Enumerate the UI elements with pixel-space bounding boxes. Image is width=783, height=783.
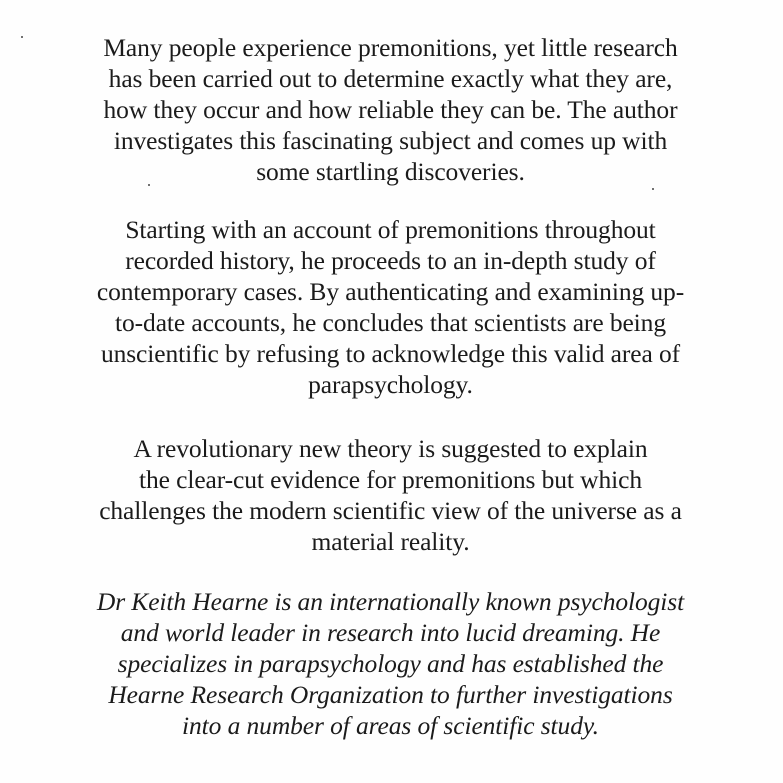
text-line: A revolutionary new theory is suggested to explain — [133, 434, 648, 463]
text-line: parapsychology. — [308, 370, 473, 399]
scan-speck — [148, 184, 150, 186]
paragraph-new-theory — [8, 433, 773, 557]
text-line: contemporary cases. By authenticating and examining up- — [96, 277, 685, 306]
scan-speck — [652, 188, 654, 190]
text-line: the clear-cut evidence for premonitions but which — [139, 465, 642, 494]
text-line: Starting with an account of premonitions throughout — [125, 215, 656, 244]
text-line: Dr Keith Hearne is an internationally known psychologist — [96, 587, 685, 616]
text-line: material reality. — [311, 527, 470, 556]
text-line: recorded history, he proceeds to an in-depth study of — [125, 246, 656, 275]
text-line: Hearne Research Organization to further investigations — [108, 680, 673, 709]
text-line: challenges the modern scientific view of the universe as a — [99, 496, 682, 525]
paragraph-premonitions-intro — [8, 32, 773, 187]
scan-speck — [21, 36, 23, 38]
text-line: unscientific by refusing to acknowledge this valid area of — [100, 339, 681, 368]
text-line: into a number of areas of scientific study. — [182, 711, 599, 740]
text-line: and world leader in research into lucid dreaming. He — [120, 618, 661, 647]
paragraph-history-study — [8, 214, 773, 400]
text-line: has been carried out to determine exactly what they are, — [108, 64, 673, 93]
author-bio — [8, 586, 773, 741]
text-line: some startling discoveries. — [256, 157, 525, 186]
text-line: how they occur and how reliable they can be. The author — [103, 95, 678, 124]
text-line: Many people experience premonitions, yet little research — [103, 33, 678, 62]
text-line: specializes in parapsychology and has established the — [117, 649, 664, 678]
text-line: to-date accounts, he concludes that scientists are being — [115, 308, 666, 337]
text-line: investigates this fascinating subject and comes up with — [113, 126, 668, 155]
